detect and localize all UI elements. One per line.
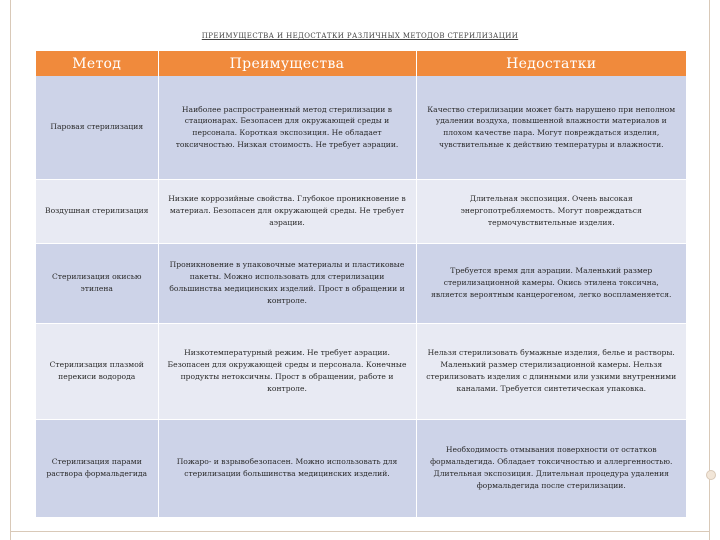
disadvantages-cell: Длительная экспозиция. Очень высокая энергопотребляемость. Могут повреждаться термочувствительные изделия. [416,179,686,243]
sterilization-table [36,51,686,518]
header-method: Метод [36,51,158,76]
advantages-cell: Низкие коррозийные свойства. Глубокое проникновение в материал. Безопасен для окружающей среды. Не требует аэрации. [158,179,416,243]
table-row [36,323,686,419]
disadvantages-cell: Необходимость отмывания поверхности от остатков формальдегида. Обладает токсичностью и аллергенностью. Длительная экспозиция. Длительная процедура удаления формальдегида после стерилизации. [416,419,686,517]
advantages-cell: Низкотемпературный режим. Не требует аэрации. Безопасен для окружающей среды и персонала. Конечные продукты нетоксичны. Прост в обращении, работе и контроле. [158,323,416,419]
header-advantages: Преимущества [158,51,416,76]
slide-frame-bottom [10,531,710,532]
table-row [36,76,686,179]
advantages-cell: Пожаро- и взрывобезопасен. Можно использовать для стерилизации большинства медицинских изделий. [158,419,416,517]
table-header-row [36,51,686,76]
table-row [36,179,686,243]
slide-frame-left [10,0,11,540]
decorative-circle [706,470,716,480]
method-cell: Воздушная стерилизация [36,179,158,243]
slide-title: ПРЕИМУЩЕСТВА И НЕДОСТАТКИ РАЗЛИЧНЫХ МЕТОДОВ СТЕРИЛИЗАЦИИ [201,32,519,40]
advantages-cell: Наиболее распространенный метод стерилизации в стационарах. Безопасен для окружающей среды и персонала. Короткая экспозиция. Не обладает токсичностью. Низкая стоимость. Не требует аэрации. [158,76,416,179]
header-disadvantages: Недостатки [416,51,686,76]
method-cell: Стерилизация окисью этилена [36,243,158,323]
method-cell: Стерилизация парами раствора формальдегида [36,419,158,517]
slide-frame-right [709,0,710,540]
method-cell: Стерилизация плазмой перекиси водорода [36,323,158,419]
disadvantages-cell: Качество стерилизации может быть нарушено при неполном удалении воздуха, повышенной влажности материалов и плохом качестве пара. Могут повреждаться изделия, чувствительные к действию температуры и влажности. [416,76,686,179]
advantages-cell: Проникновение в упаковочные материалы и пластиковые пакеты. Можно использовать для стерилизации большинства медицинских изделий. Прост в обращении и контроле. [158,243,416,323]
method-cell: Паровая стерилизация [36,76,158,179]
table-row [36,419,686,517]
table-row [36,243,686,323]
disadvantages-cell: Нельзя стерилизовать бумажные изделия, белье и растворы. Маленький размер стерилизационной камеры. Нельзя стерилизовать изделия с длинными или узкими внутренними каналами. Требуется синтетическая упаковка. [416,323,686,419]
disadvantages-cell: Требуется время для аэрации. Маленький размер стерилизационной камеры. Окись этилена токсична, является вероятным канцерогеном, легко воспламеняется. [416,243,686,323]
